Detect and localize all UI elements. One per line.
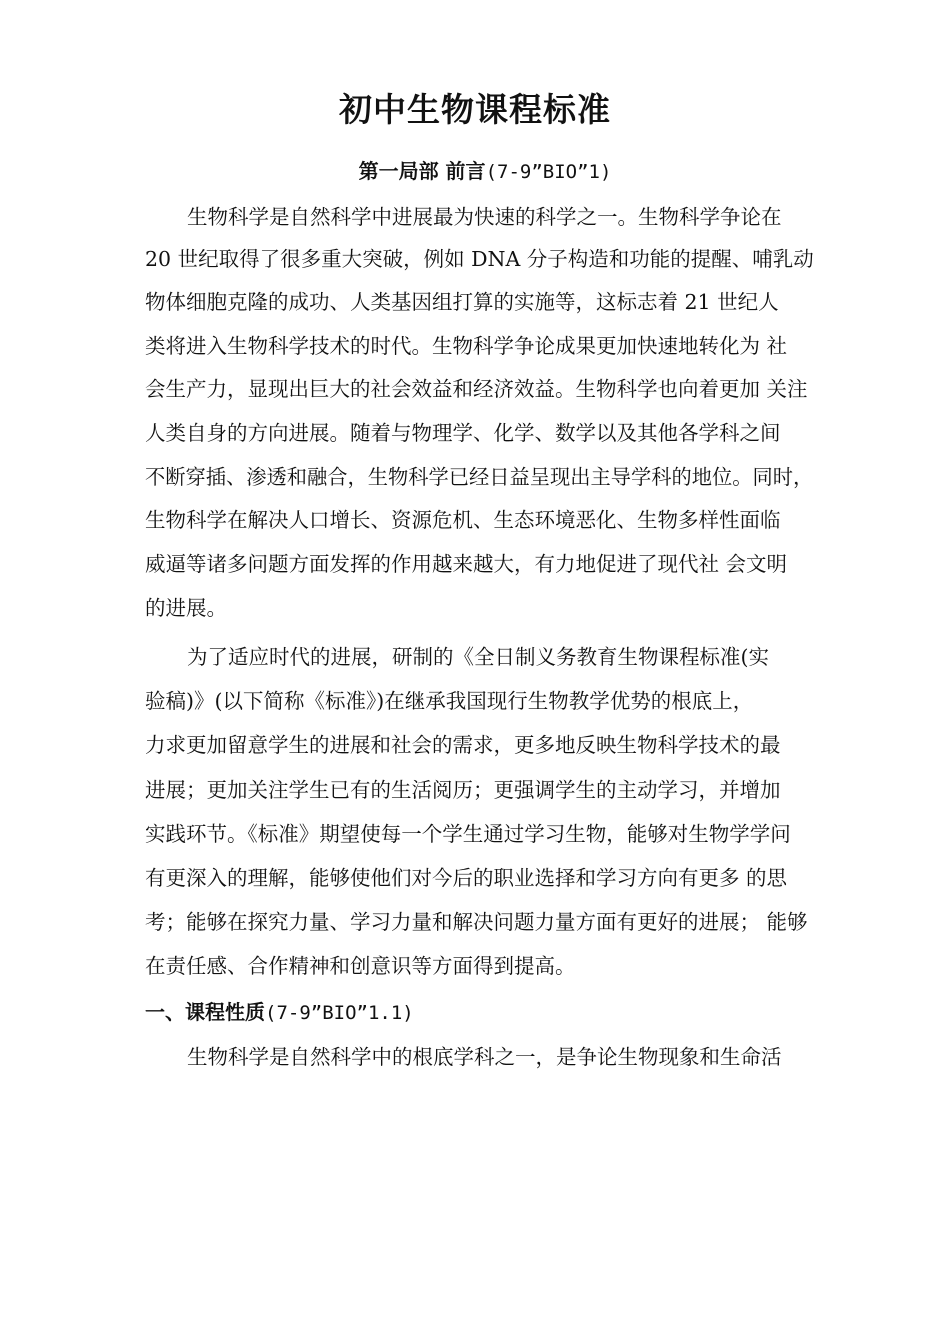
paragraph-line: 物体细胞克隆的成功、人类基因组打算的实施等，这标志着 21 世纪人 [145,290,779,314]
part-heading [0,154,950,189]
paragraph-line: 为了适应时代的进展，研制的《全日制义务教育生物课程标准(实 [187,645,769,669]
paragraph-line: 生物科学是自然科学中的根底学科之一，是争论生物现象和生命活 [187,1045,782,1069]
part-heading-label: 第一局部 前言 [358,159,486,183]
paragraph-line: 有更深入的理解，能够使他们对今后的职业选择和学习方向有更多 的思 [145,866,788,890]
paragraph-line: 实践环节。《标准》期望使每一个学生通过学习生物，能够对生物学学问 [145,822,791,846]
paragraph-line: 考；能够在探究力量、学习力量和解决问题力量方面有更好的进展； 能够 [145,910,808,934]
paragraph-line: 生物科学在解决人口增长、资源危机、生态环境恶化、生物多样性面临 [145,508,781,532]
section-heading-label: 一、课程性质 [145,1000,265,1024]
paragraph-line: 人类自身的方向进展。随着与物理学、化学、数学以及其他各学科之间 [145,421,781,445]
section-heading-code: (7-9”BIO”1.1) [265,1002,414,1024]
paragraph-line: 20 世纪取得了很多重大突破，例如 DNA 分子构造和功能的提醒、哺乳动 [145,247,814,271]
part-heading-code: (7-9”BIO”1) [485,161,612,183]
paragraph-line: 类将进入生物科学技术的时代。生物科学争论成果更加快速地转化为 社 [145,334,788,358]
paragraph-line: 会生产力，显现出巨大的社会效益和经济效益。生物科学也向着更加 关注 [145,377,808,401]
paragraph-line: 威逼等诸多问题方面发挥的作用越来越大，有力地促进了现代社 会文明 [145,552,788,576]
paragraph-line: 力求更加留意学生的进展和社会的需求，更多地反映生物科学技术的最 [145,733,781,757]
document-title: 初中生物课程标准 [339,90,611,129]
paragraph-line: 验稿)》(以下简称《标准》)在继承我国现行生物教学优势的根底上， [145,689,754,713]
paragraph-line: 在责任感、合作精神和创意识等方面得到提高。 [145,954,576,978]
section-heading [145,994,414,1031]
paragraph-line: 进展；更加关注学生已有的生活阅历；更强调学生的主动学习，并增加 [145,778,781,802]
paragraph-line: 生物科学是自然科学中进展最为快速的科学之一。生物科学争论在 [187,205,782,229]
paragraph-line: 的进展。 [145,596,227,620]
paragraph-line: 不断穿插、渗透和融合，生物科学已经日益呈现出主导学科的地位。同时， [145,465,814,489]
